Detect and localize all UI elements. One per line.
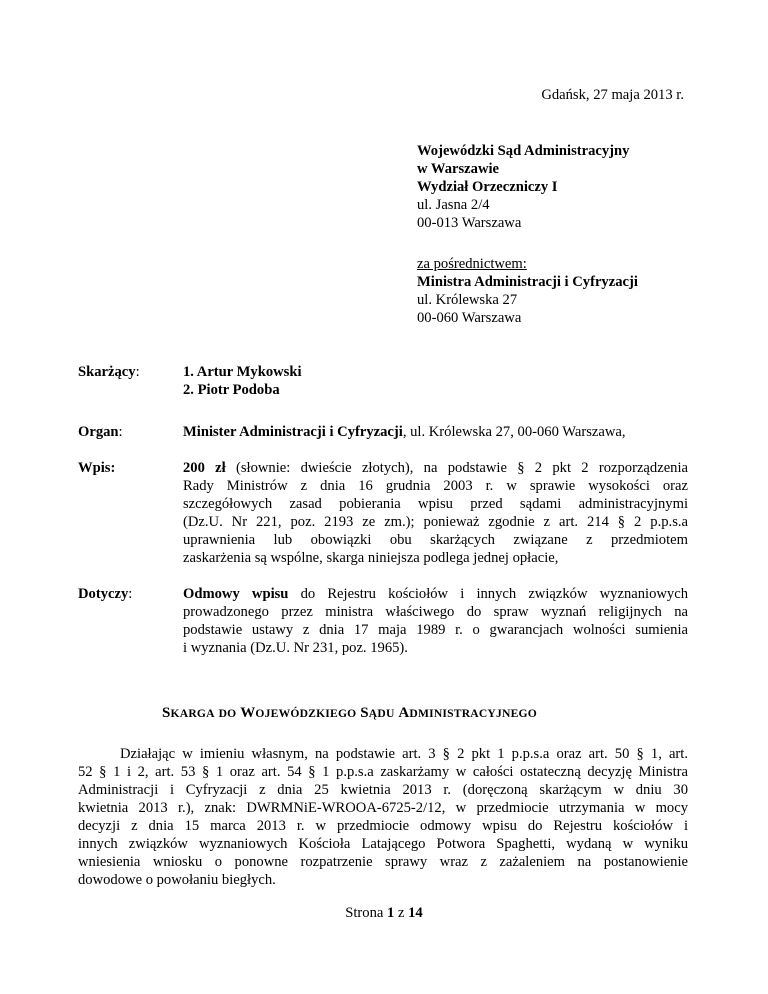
body-line-2: 52 § 1 i 2, art. 53 § 1 oraz art. 54 § 1 p.p.s.a zaskarżamy w całości ostateczną decyzję Ministra — [78, 764, 688, 780]
organ-value — [183, 423, 688, 441]
heading-word-5: ADMINISTRACYJNEGO — [398, 705, 537, 721]
body-line-1: Działając w imieniu własnym, na podstawie art. 3 § 2 pkt 1 p.p.s.a oraz art. 50 § 1, art. — [120, 746, 688, 762]
subject-line-4: i wyznania (Dz.U. Nr 231, poz. 1965). — [183, 640, 408, 656]
complainants-list — [183, 363, 688, 399]
intermediary-name: Ministra Administracji i Cyfryzacji — [417, 274, 638, 290]
fee-line-6: zaskarżenia są wspólne, skarga niniejsza podlega jednej opłacie, — [183, 550, 559, 566]
intermediary-city: 00-060 Warszawa — [417, 310, 522, 326]
fee-line-2: Rady Ministrów z dnia 16 grudnia 2003 r. w sprawie wysokości oraz — [183, 478, 688, 494]
body-line-8: dowodowe o powołaniu biegłych. — [78, 872, 276, 888]
page-total: 14 — [408, 905, 423, 921]
body-line-5: decyzji z dnia 15 marca 2013 r. w przedmiocie odmowy wpisu do Rejestru kościołów i — [78, 818, 688, 834]
subject-label: Dotyczy: — [78, 586, 133, 602]
intermediary-label: za pośrednictwem: — [417, 256, 527, 272]
heading-word-1: SKARGA — [162, 705, 215, 721]
body-paragraph — [78, 745, 688, 889]
fee-line-4: (Dz.U. Nr 221, poz. 2193 ze zm.); ponieważ zgodnie z art. 214 § 2 p.p.s.a — [183, 514, 688, 530]
fee-line-5: uprawnienia lub obowiązki obu skarżących związane z przedmiotem — [183, 532, 688, 548]
intermediary-street: ul. Królewska 27 — [417, 292, 518, 308]
place-date: Gdańsk, 27 maja 2013 r. — [541, 87, 684, 103]
heading-word-4: SĄDU — [360, 705, 395, 721]
subject-line-1: Odmowy wpisu do Rejestru kościołów i innych związków wyznaniowych — [183, 586, 688, 602]
body-line-6: innych związków wyznaniowych Kościoła Latającego Potwora Spaghetti, wydaną w wyniku — [78, 836, 688, 852]
court-name-line1: Wojewódzki Sąd Administracyjny — [417, 143, 630, 159]
subject-value — [183, 585, 688, 657]
fee-line-3: szczegółowych zasad pobierania wpisu przed sądami administracyjnymi — [183, 496, 688, 512]
subject-line-3: podstawie ustawy z dnia 17 maja 1989 r. o gwarancjach wolności sumienia — [183, 622, 688, 638]
recipient-block — [417, 142, 629, 232]
complainant-2: 2. Piotr Podoba — [183, 382, 280, 398]
fee-line-1: 200 zł (słownie: dwieście złotych), na podstawie § 2 pkt 2 rozporządzenia — [183, 460, 688, 476]
body-line-3: Administracji i Cyfryzacji z dnia 25 kwietnia 2013 r. (doręczoną skarżącym w dniu 30 — [78, 782, 688, 798]
organ-address: , ul. Królewska 27, 00-060 Warszawa, — [402, 424, 626, 440]
court-city: 00-013 Warszawa — [417, 215, 522, 231]
heading-word-2: DO — [218, 707, 237, 720]
court-street: ul. Jasna 2/4 — [417, 197, 490, 213]
intermediary-block — [417, 255, 638, 327]
organ-label: Organ: — [78, 424, 123, 440]
complainant-1: 1. Artur Mykowski — [183, 364, 302, 380]
body-line-4: kwietnia 2013 r.), znak: DWRMNiE-WROOA-6725-2/12, w przedmiocie utrzymania w mocy — [78, 800, 688, 816]
page-current: 1 — [387, 905, 395, 921]
court-department: Wydział Orzeczniczy I — [417, 179, 558, 195]
organ-name: Minister Administracji i Cyfryzacji — [183, 424, 403, 440]
fee-label: Wpis: — [78, 460, 116, 476]
fee-value — [183, 459, 688, 567]
complainants-label: Skarżący: — [78, 364, 140, 380]
subject-line-2: prowadzonego przez ministra właściwego do spraw wyznań religijnych na — [183, 604, 688, 620]
document-heading — [162, 704, 537, 723]
page-number: Strona 1 z 14 — [345, 905, 423, 921]
court-name-line2: w Warszawie — [417, 161, 500, 177]
heading-word-3: WOJEWÓDZKIEGO — [240, 705, 357, 721]
body-line-7: wniesienia wniosku o ponowne rozpatrzenie sprawy wraz z zażaleniem na postanowienie — [78, 854, 688, 870]
